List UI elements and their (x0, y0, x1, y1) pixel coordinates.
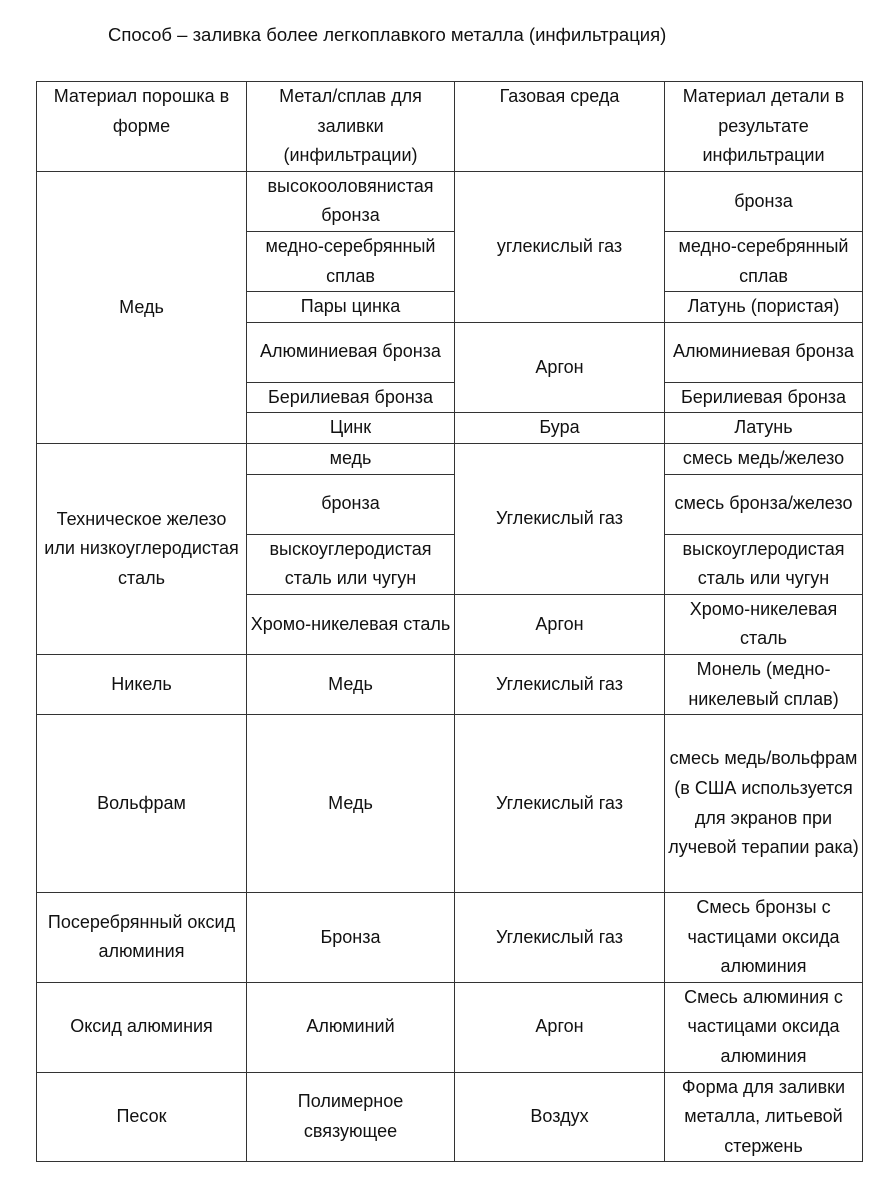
result-cell: Смесь алюминия с частицами оксида алюминия (665, 982, 863, 1072)
alloy-cell: Хромо-никелевая сталь (247, 594, 455, 654)
gas-cell: Углекислый газ (455, 893, 665, 983)
header-gas-medium: Газовая среда (455, 82, 665, 172)
header-powder-material: Материал порошка в форме (37, 82, 247, 172)
result-cell: бронза (665, 171, 863, 231)
result-cell: Алюминиевая бронза (665, 322, 863, 382)
powder-cell: Посеребрянный оксид алюминия (37, 893, 247, 983)
result-cell: смесь бронза/железо (665, 474, 863, 534)
infiltration-table (36, 81, 863, 1162)
gas-cell: Аргон (455, 982, 665, 1072)
alloy-cell: высокооловянистая бронза (247, 171, 455, 231)
header-row (37, 82, 863, 172)
gas-cell: Углекислый газ (455, 715, 665, 893)
powder-cell: Никель (37, 654, 247, 714)
table-row (37, 1072, 863, 1162)
result-cell: Форма для заливки металла, литьевой стержень (665, 1072, 863, 1162)
result-cell: Латунь (665, 413, 863, 444)
result-cell: медно-серебрянный сплав (665, 231, 863, 291)
gas-cell: Углекислый газ (455, 654, 665, 714)
gas-cell: Бура (455, 413, 665, 444)
powder-cell: Оксид алюминия (37, 982, 247, 1072)
table-row (37, 893, 863, 983)
alloy-cell: Пары цинка (247, 292, 455, 323)
result-cell: смесь медь/вольфрам (в США используется для экранов при лучевой терапии рака) (665, 715, 863, 893)
result-cell: Латунь (пористая) (665, 292, 863, 323)
table-row (37, 654, 863, 714)
gas-cell: Аргон (455, 322, 665, 413)
page-title: Способ – заливка более легкоплавкого металла (инфильтрация) (108, 24, 667, 45)
alloy-cell: Бронза (247, 893, 455, 983)
alloy-cell: Берилиевая бронза (247, 382, 455, 413)
result-cell: смесь медь/железо (665, 443, 863, 474)
powder-cell: Вольфрам (37, 715, 247, 893)
alloy-cell: Медь (247, 715, 455, 893)
alloy-cell: медь (247, 443, 455, 474)
header-infiltration-alloy: Метал/сплав для заливки (инфильтрации) (247, 82, 455, 172)
result-cell: Берилиевая бронза (665, 382, 863, 413)
result-cell: Смесь бронзы с частицами оксида алюминия (665, 893, 863, 983)
header-result-material: Материал детали в результате инфильтрации (665, 82, 863, 172)
powder-iron: Техническое железо или низкоуглеродистая сталь (37, 443, 247, 654)
table-row (37, 171, 863, 231)
table-row (37, 982, 863, 1072)
alloy-cell: Медь (247, 654, 455, 714)
gas-cell: Углекислый газ (455, 443, 665, 594)
alloy-cell: Полимерное связующее (247, 1072, 455, 1162)
powder-copper: Медь (37, 171, 247, 443)
alloy-cell: выскоуглеродистая сталь или чугун (247, 534, 455, 594)
alloy-cell: Цинк (247, 413, 455, 444)
result-cell: Хромо-никелевая сталь (665, 594, 863, 654)
gas-cell: углекислый газ (455, 171, 665, 322)
table-row (37, 715, 863, 893)
alloy-cell: Алюминиевая бронза (247, 322, 455, 382)
alloy-cell: медно-серебрянный сплав (247, 231, 455, 291)
table-row (37, 443, 863, 474)
result-cell: Монель (медно-никелевый сплав) (665, 654, 863, 714)
result-cell: выскоуглеродистая сталь или чугун (665, 534, 863, 594)
alloy-cell: Алюминий (247, 982, 455, 1072)
alloy-cell: бронза (247, 474, 455, 534)
powder-cell: Песок (37, 1072, 247, 1162)
gas-cell: Аргон (455, 594, 665, 654)
gas-cell: Воздух (455, 1072, 665, 1162)
